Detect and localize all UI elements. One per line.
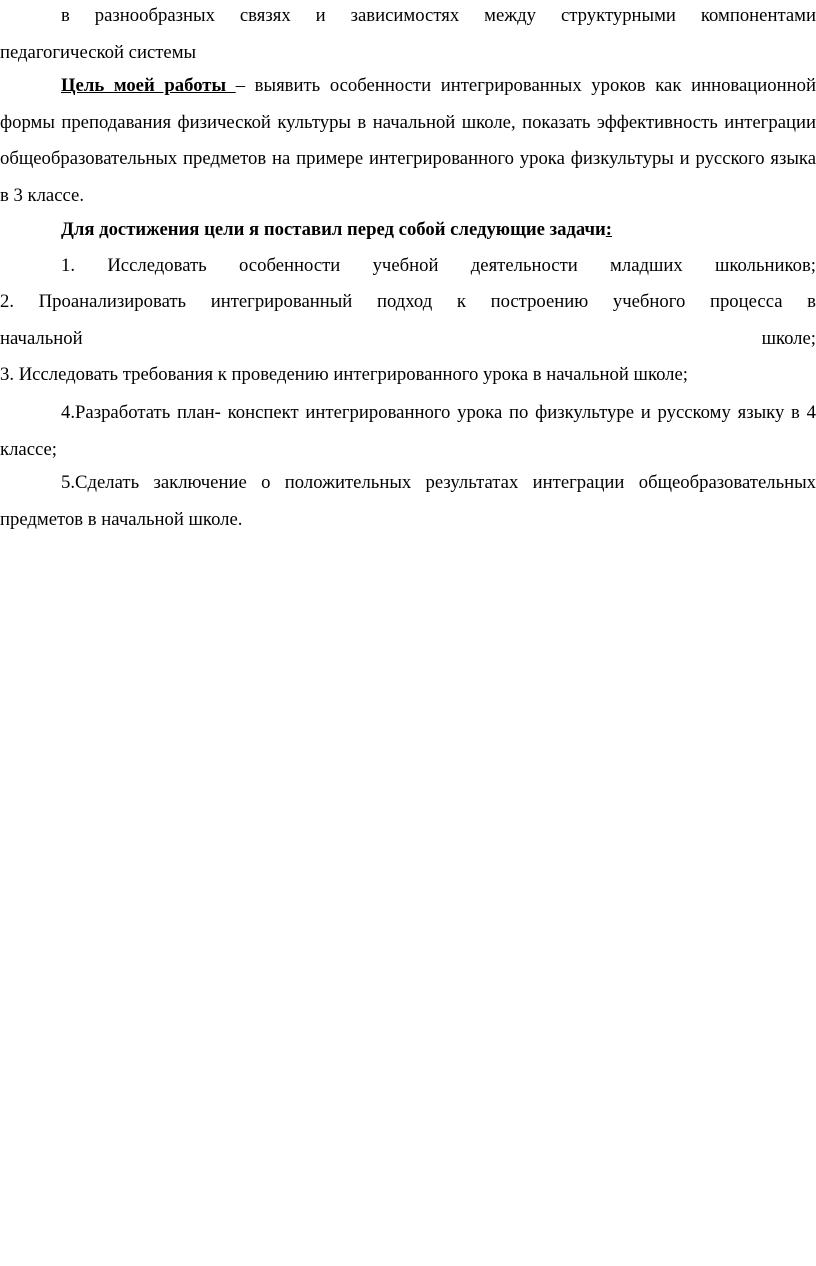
goal-label: Цель моей работы [61, 75, 236, 96]
tasks-heading-colon: : [605, 219, 613, 240]
task-4: 4.Разработать план- конспект интегрированного урока по физкультуре и русскому языку в 4 классе; [0, 402, 816, 460]
task-2-line-2 [0, 321, 816, 358]
goal-paragraph [0, 68, 816, 214]
task-5: 5.Сделать заключение о положительных результатах интеграции общеобразовательных предметов в начальной школе. [0, 472, 816, 530]
task-1: 1. Исследовать особенности учебной деятельности младших школьников; [61, 255, 816, 276]
intro-line-1: в разнообразных связях и зависимостях между структурными компонентами [61, 5, 816, 26]
tasks-heading [0, 212, 816, 249]
intro-line-2: педагогической системы [0, 41, 197, 63]
task-2-line-2-right: школе; [761, 328, 816, 349]
intro-paragraph [0, 0, 816, 71]
tasks-heading-text: Для достижения цели я поставил перед собой следующие задачи [61, 219, 606, 240]
goal-text: – выявить особенности интегрированных уроков как инновационной формы преподавания физической культуры в начальной школе, показать эффективность интеграции общеобразовательных предметов на примере интегрированного урока физкультуры и русского языка в 3 классе. [0, 75, 816, 206]
task-2-line-2-left: начальной [0, 328, 83, 349]
task-2-line-1: 2. Проанализировать интегрированный подход к построению учебного процесса в [0, 291, 816, 312]
task-3: 3. Исследовать требования к проведению интегрированного урока в начальной школе; [0, 364, 688, 385]
